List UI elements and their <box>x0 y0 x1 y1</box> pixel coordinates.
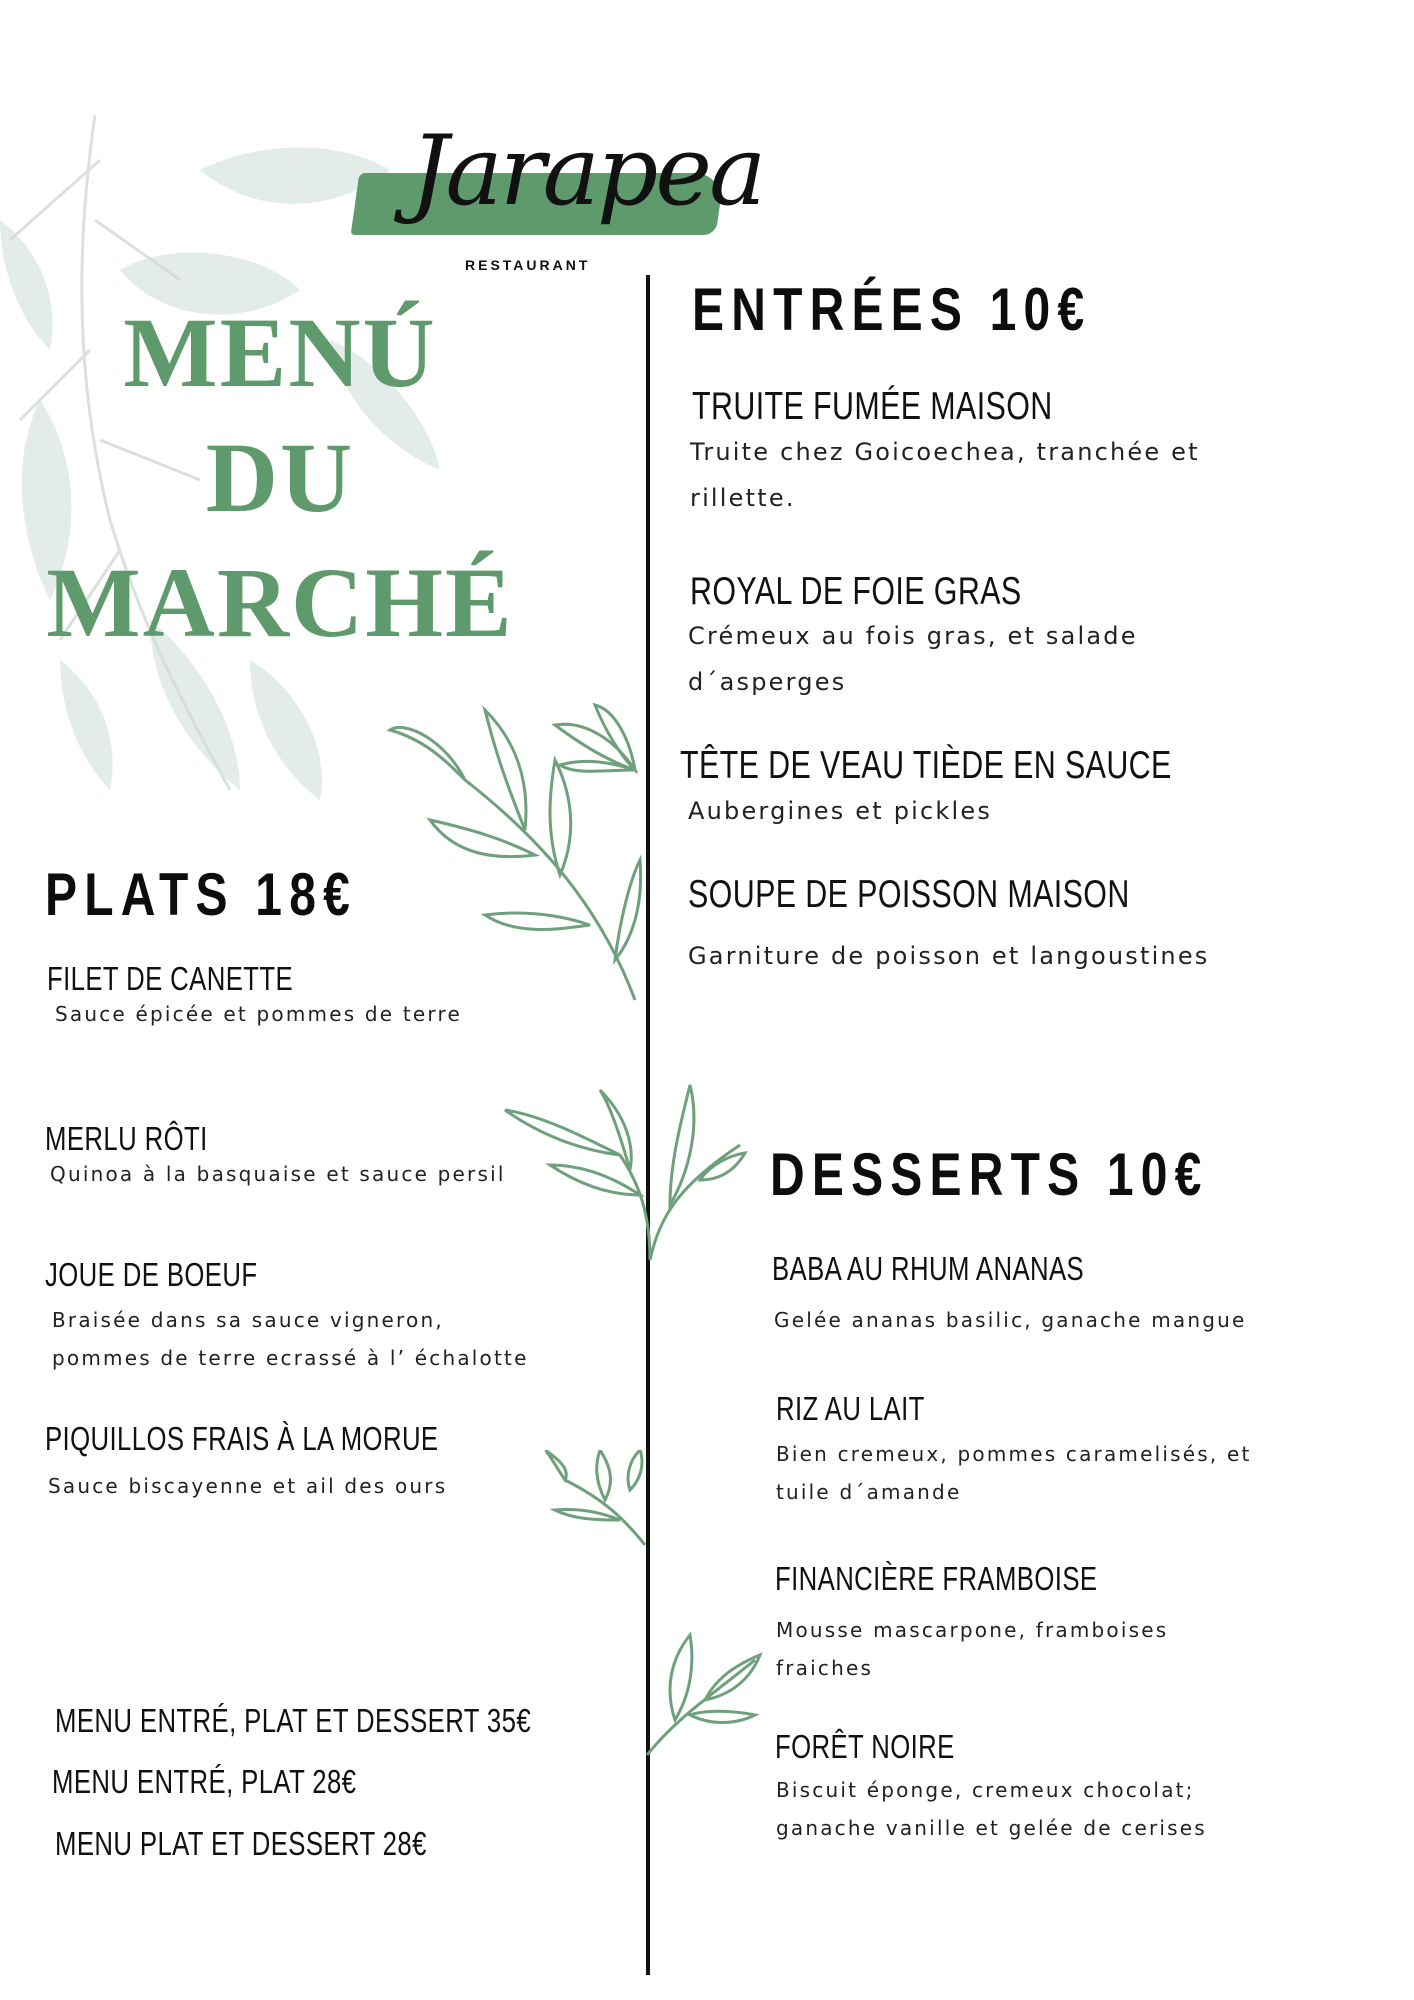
brand-logo <box>355 115 764 305</box>
formule-3: MENU PLAT ET DESSERT 28€ <box>55 1825 427 1862</box>
leaf-branch-lower <box>645 1620 765 1760</box>
menu-title-line-2: DU <box>205 422 355 533</box>
plat-desc-3b: pommes de terre ecrassé à l’ échalotte <box>52 1346 529 1370</box>
entrees-heading: ENTRÉES 10€ <box>692 276 1092 343</box>
dessert-name-3: FINANCIÈRE FRAMBOISE <box>775 1560 1098 1597</box>
plat-name-2: MERLU RÔTI <box>45 1120 208 1157</box>
brand-name: Jarapea <box>410 115 764 227</box>
plat-desc-2a: Quinoa à la basquaise et sauce persil <box>50 1162 506 1186</box>
dessert-name-1: BABA AU RHUM ANANAS <box>772 1250 1085 1287</box>
entree-name-4: SOUPE DE POISSON MAISON <box>688 873 1130 916</box>
plat-name-4: PIQUILLOS FRAIS À LA MORUE <box>45 1420 439 1457</box>
plat-desc-3a: Braisée dans sa sauce vigneron, <box>52 1308 444 1332</box>
dessert-desc-1a: Gelée ananas basilic, ganache mangue <box>774 1308 1247 1332</box>
entree-desc-2b: d´asperges <box>688 668 847 696</box>
dessert-desc-2b: tuile d´amande <box>776 1480 962 1504</box>
entree-desc-1a: Truite chez Goicoechea, tranchée et <box>690 438 1200 466</box>
entree-desc-1b: rillette. <box>690 484 796 512</box>
dessert-desc-2a: Bien cremeux, pommes caramelisés, et <box>776 1442 1252 1466</box>
menu-title-line-1: MENÚ <box>123 297 437 408</box>
entree-desc-4a: Garniture de poisson et langoustines <box>688 942 1210 970</box>
entree-name-3: TÊTE DE VEAU TIÈDE EN SAUCE <box>680 744 1172 787</box>
entree-desc-3a: Aubergines et pickles <box>688 797 993 825</box>
dessert-desc-3a: Mousse mascarpone, framboises <box>776 1618 1169 1642</box>
plat-desc-1a: Sauce épicée et pommes de terre <box>55 1002 462 1026</box>
dessert-desc-4a: Biscuit éponge, cremeux chocolat; <box>776 1778 1195 1802</box>
formule-2: MENU ENTRÉ, PLAT 28€ <box>52 1763 357 1800</box>
menu-title-line-3: MARCHÉ <box>46 547 514 658</box>
dessert-desc-3b: fraiches <box>776 1656 874 1680</box>
entree-name-1: TRUITE FUMÉE MAISON <box>692 385 1053 428</box>
desserts-heading: DESSERTS 10€ <box>770 1141 1209 1208</box>
dessert-name-4: FORÊT NOIRE <box>775 1728 955 1765</box>
dessert-desc-4b: ganache vanille et gelée de cerises <box>776 1816 1207 1840</box>
formule-1: MENU ENTRÉ, PLAT ET DESSERT 35€ <box>55 1702 532 1739</box>
plats-heading: PLATS 18€ <box>45 861 357 928</box>
plat-desc-4a: Sauce biscayenne et ail des ours <box>48 1474 448 1498</box>
leaf-branch-small <box>545 1450 655 1550</box>
entree-name-2: ROYAL DE FOIE GRAS <box>690 570 1022 613</box>
dessert-name-2: RIZ AU LAIT <box>776 1390 925 1427</box>
brand-subtitle: RESTAURANT <box>465 257 591 273</box>
plat-name-1: FILET DE CANETTE <box>47 960 294 997</box>
leaf-branch-upper <box>385 680 645 1010</box>
leaf-branch-middle <box>500 1075 750 1265</box>
plat-name-3: JOUE DE BOEUF <box>45 1256 258 1293</box>
entree-desc-2a: Crémeux au fois gras, et salade <box>688 622 1138 650</box>
